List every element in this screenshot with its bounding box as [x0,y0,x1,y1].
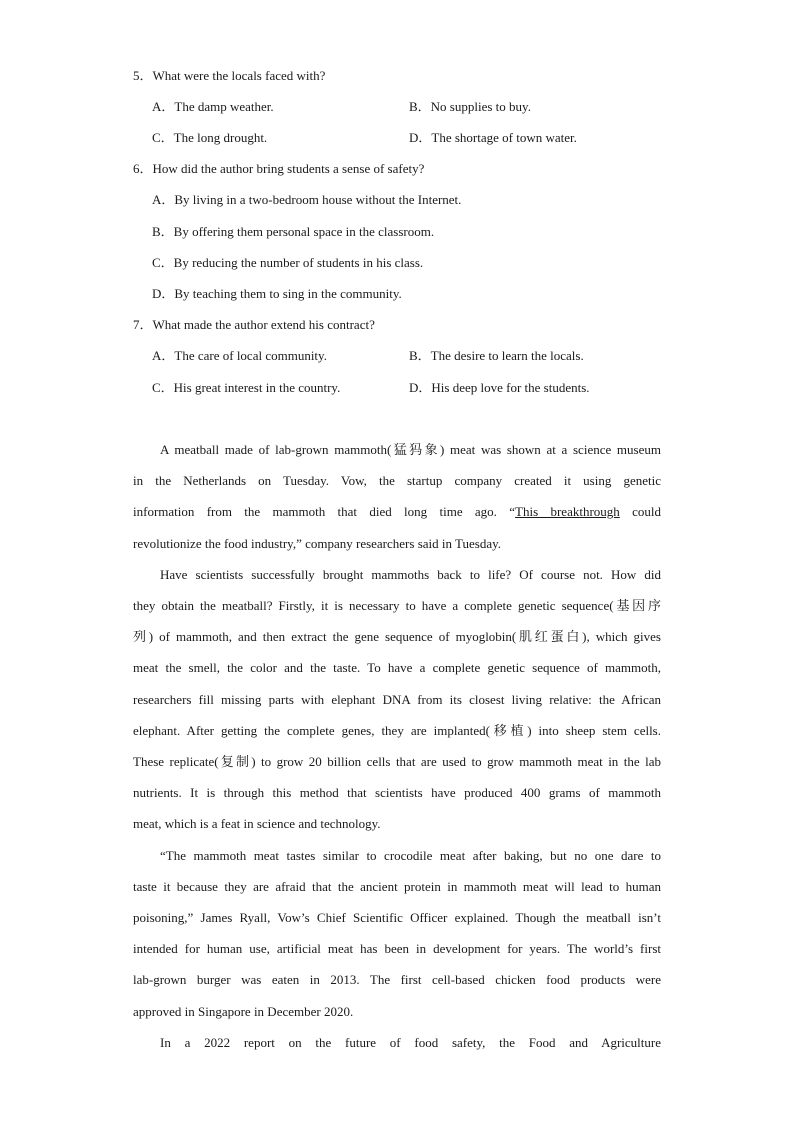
passage-p2-line-5: researchers fill missing parts with elephant DNA from its closest living relative: the African [133,692,661,707]
passage-p2-line-9: meat, which is a feat in science and technology. [133,816,381,831]
passage-p2-line-6: elephant. After getting the complete genes, they are implanted(移植) into sheep stem cells. [133,723,661,738]
question-7-option-b: B．The desire to learn the locals. [409,348,584,363]
passage-p3-line-3: poisoning,” James Ryall, Vow’s Chief Scientific Officer explained. Though the meatball isn’t [133,910,661,925]
passage-p4-line-1: In a 2022 report on the future of food safety, the Food and Agriculture [160,1035,661,1050]
passage-p2-line-3: 列) of mammoth, and then extract the gene sequence of myoglobin(肌红蛋白), which gives [133,629,661,644]
question-5-option-d: D．The shortage of town water. [409,130,577,145]
passage-p3-line-5: lab-grown burger was eaten in 2013. The first cell-based chicken food products were [133,972,661,987]
passage-p2-line-2: they obtain the meatball? Firstly, it is necessary to have a complete genetic sequence(基因序 [133,598,661,613]
question-5-option-b: B．No supplies to buy. [409,99,531,114]
question-5-stem: 5．What were the locals faced with? [133,68,326,83]
question-6-option-b: B．By offering them personal space in the classroom. [152,224,435,239]
question-5-option-c: C．The long drought. [152,130,268,145]
question-5-option-a: A．The damp weather. [152,99,274,114]
passage-p2-line-7: These replicate(复制) to grow 20 billion cells that are used to grow mammoth meat in the lab [133,754,661,769]
question-7-option-a: A．The care of local community. [152,348,327,363]
question-6-option-a: A．By living in a two-bedroom house without the Internet. [152,192,462,207]
question-6-option-c: C．By reducing the number of students in his class. [152,255,424,270]
passage-p1-line-4: revolutionize the food industry,” company researchers said in Tuesday. [133,536,501,551]
passage-p1-line-2: in the Netherlands on Tuesday. Vow, the startup company created it using genetic [133,473,661,488]
passage-p3-line-4: intended for human use, artificial meat has been in development for years. The world’s first [133,941,661,956]
passage-p2-line-8: nutrients. It is through this method that scientists have produced 400 grams of mammoth [133,785,661,800]
question-6-stem: 6．How did the author bring students a sense of safety? [133,161,425,176]
passage-p3-line-1: “The mammoth meat tastes similar to crocodile meat after baking, but no one dare to [160,848,661,863]
passage-p3-line-2: taste it because they are afraid that the ancient protein in mammoth meat will lead to human [133,879,661,894]
passage-p1-line-3 [133,504,661,520]
underlined-phrase: This breakthrough [515,504,620,519]
passage-p1-line-3-post: could [619,504,661,519]
question-7-stem: 7．What made the author extend his contract? [133,317,375,332]
question-7-option-c: C．His great interest in the country. [152,380,341,395]
passage-p2-line-4: meat the smell, the color and the taste. To have a complete genetic sequence of mammoth, [133,660,661,675]
passage-p3-line-6: approved in Singapore in December 2020. [133,1004,354,1019]
passage-p2-line-1: Have scientists successfully brought mammoths back to life? Of course not. How did [160,567,661,582]
passage-p1-line-1: A meatball made of lab-grown mammoth(猛犸象) meat was shown at a science museum [160,442,661,457]
passage-p1-line-3-pre: information from the mammoth that died long time ago. “ [133,504,516,519]
question-6-option-d: D．By teaching them to sing in the community. [152,286,402,301]
question-7-option-d: D．His deep love for the students. [409,380,590,395]
